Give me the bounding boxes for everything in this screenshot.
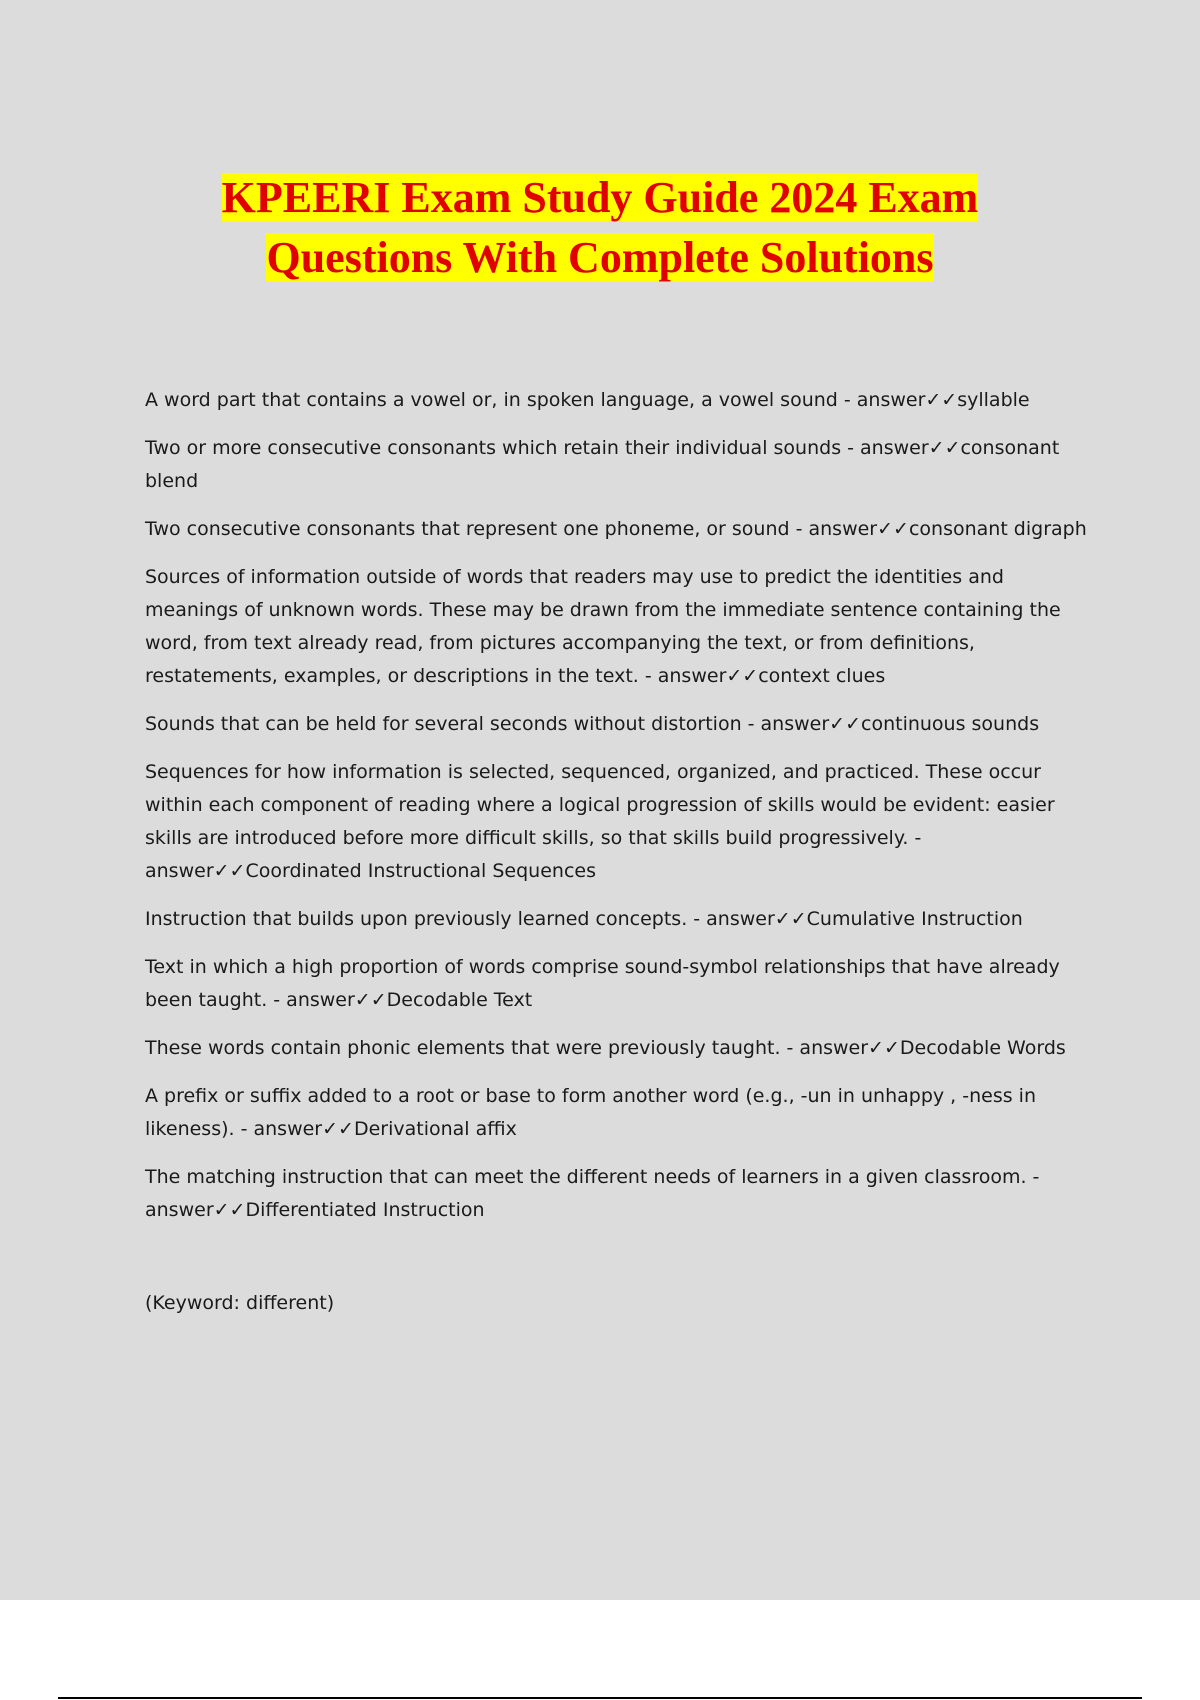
qa-item: Sequences for how information is selected, sequenced, organized, and practiced. These occur within each component of reading where a logical progression of skills would be evident: easier skills are introduced before more difficult skills, so that skills build progressively. - answer✓✓Coordinated Instructional Sequences <box>145 761 1055 882</box>
qa-list <box>145 384 1090 1335</box>
qa-item: Two consecutive consonants that represent one phoneme, or sound - answer✓✓consonant digraph <box>145 518 1087 540</box>
title-line-1: KPEERI Exam Study Guide 2024 Exam <box>221 173 979 222</box>
page-divider <box>58 1697 1142 1699</box>
title-line-2: Questions With Complete Solutions <box>266 233 934 282</box>
qa-item: Text in which a high proportion of words comprise sound-symbol relationships that have already been taught. - answer✓✓Decodable Text <box>145 956 1060 1011</box>
qa-item: Sources of information outside of words that readers may use to predict the identities and meanings of unknown words. These may be drawn from the immediate sentence containing the word, from text already read, from pictures accompanying the text, or from definitions, restatements, examples, or descriptions in the text. - answer✓✓context clues <box>145 566 1061 687</box>
qa-item: These words contain phonic elements that were previously taught. - answer✓✓Decodable Words <box>145 1037 1066 1059</box>
keyword-note: (Keyword: different) <box>145 1292 335 1314</box>
qa-item: Two or more consecutive consonants which retain their individual sounds - answer✓✓consonant blend <box>145 437 1060 492</box>
qa-item: Sounds that can be held for several seconds without distortion - answer✓✓continuous sounds <box>145 713 1040 735</box>
qa-item: The matching instruction that can meet the different needs of learners in a given classroom. - answer✓✓Differentiated Instruction <box>145 1166 1040 1221</box>
qa-item: A word part that contains a vowel or, in spoken language, a vowel sound - answer✓✓syllable <box>145 389 1030 411</box>
qa-item: A prefix or suffix added to a root or base to form another word (e.g., -un in unhappy , -ness in likeness). - answer✓✓Derivational affix <box>145 1085 1036 1140</box>
document-title <box>0 168 1200 288</box>
qa-item: Instruction that builds upon previously learned concepts. - answer✓✓Cumulative Instruction <box>145 908 1023 930</box>
